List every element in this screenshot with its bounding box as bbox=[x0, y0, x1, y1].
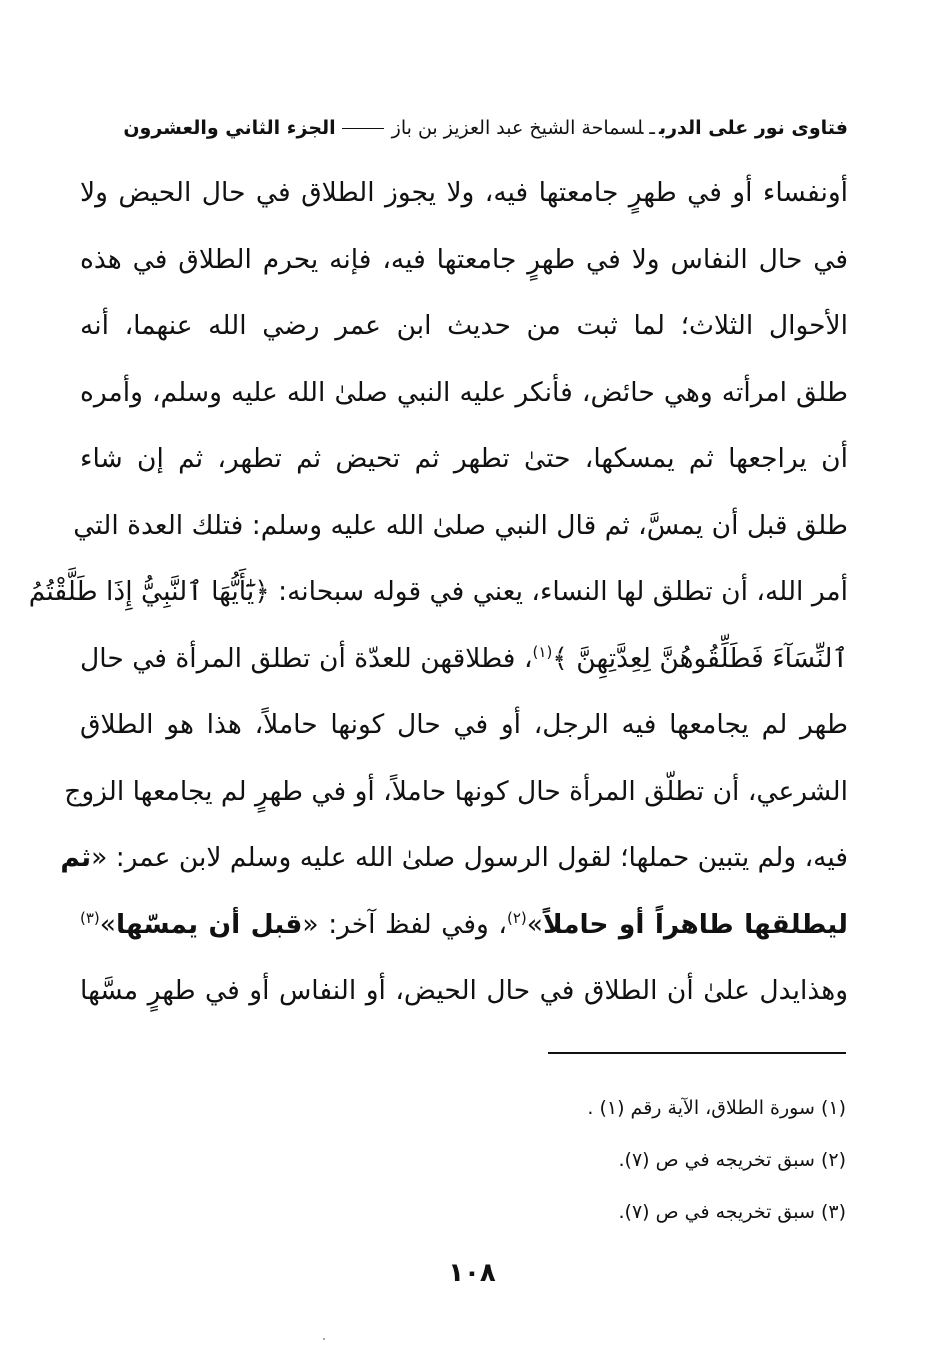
hadith-quote: قبل أن يمسّها bbox=[116, 908, 303, 940]
text-run: أمر الله، أن تطلق لها النساء، يعني في قوله سبحانه: ﴿يَٰٓأَيُّهَا ٱلنَّبِيُّ إِذَا طَلَّقْتُمُ bbox=[28, 576, 848, 607]
header-author: لسماحة الشيخ عبد العزيز بن باز bbox=[391, 117, 644, 139]
hadith-quote: ثم bbox=[60, 842, 92, 873]
footnote-divider bbox=[548, 1052, 846, 1054]
text-line bbox=[80, 293, 848, 360]
text-line bbox=[80, 892, 848, 959]
text-run: طلق قبل أن يمسَّ، ثم قال النبي صلىٰ الله عليه وسلم: فتلك العدة التي bbox=[73, 509, 848, 541]
text-line bbox=[73, 493, 848, 560]
header-separator: ـ bbox=[649, 117, 655, 139]
text-line bbox=[60, 825, 848, 892]
text-line bbox=[80, 227, 848, 294]
text-run: ، وفي لفظ آخر: « bbox=[302, 908, 507, 940]
scan-speck bbox=[323, 1338, 325, 1340]
text-line bbox=[80, 426, 848, 493]
running-header bbox=[80, 112, 848, 144]
footnote-reference: (٣) bbox=[80, 908, 100, 927]
header-rule bbox=[342, 128, 384, 129]
text-run: ٱلنِّسَآءَ فَطَلِّقُوهُنَّ لِعِدَّتِهِنَّ ﴾ bbox=[552, 642, 848, 674]
text-run: طهر لم يجامعها فيه الرجل، أو في حال كونها حاملاً، هذا هو الطلاق bbox=[80, 709, 848, 740]
text-run: ، فطلاقهن للعدّة أن تطلق المرأة في حال bbox=[80, 642, 533, 674]
footnote: (٢) سبق تخريجه في ص (٧). bbox=[618, 1149, 846, 1171]
text-run: في حال النفاس ولا في طهرٍ جامعتها فيه، فإنه يحرم الطلاق في هذه bbox=[80, 243, 848, 275]
text-line bbox=[28, 559, 848, 626]
header-book-title: فتاوى نور على الدرب bbox=[658, 117, 848, 139]
text-run: فيه، ولم يتبين حملها؛ لقول الرسول صلىٰ الله عليه وسلم لابن عمر: « bbox=[91, 842, 848, 873]
text-line bbox=[80, 626, 848, 693]
page-number: ١٠٨ bbox=[448, 1258, 496, 1288]
text-run: طلق امرأته وهي حائض، فأنكر عليه النبي صلىٰ الله عليه وسلم، وأمره bbox=[80, 376, 848, 408]
text-line bbox=[64, 759, 848, 826]
text-run: الشرعي، أن تطلّق المرأة حال كونها حاملاً، أو في طهرٍ لم يجامعها الزوج bbox=[64, 775, 848, 807]
text-run: » bbox=[526, 908, 543, 940]
header-volume: الجزء الثاني والعشرون bbox=[123, 117, 336, 139]
footnote: (١) سورة الطلاق، الآية رقم (١) . bbox=[587, 1097, 846, 1119]
text-line bbox=[80, 160, 848, 227]
text-run: الأحوال الثلاث؛ لما ثبت من حديث ابن عمر رضي الله عنهما، أنه bbox=[80, 310, 848, 341]
text-line bbox=[80, 360, 848, 427]
text-run: وهذايدل علىٰ أن الطلاق في حال الحيض، أو النفاس أو في طهرٍ مسَّها bbox=[80, 975, 848, 1006]
footnote-reference: (١) bbox=[532, 642, 553, 661]
text-run: أونفساء أو في طهرٍ جامعتها فيه، ولا يجوز الطلاق في حال الحيض ولا bbox=[80, 177, 848, 208]
text-line bbox=[80, 958, 848, 1025]
text-line bbox=[80, 692, 848, 759]
text-run: أن يراجعها ثم يمسكها، حتىٰ تطهر ثم تحيض ثم تطهر، ثم إن شاء bbox=[80, 443, 848, 474]
hadith-quote: ليطلقها طاهراً أو حاملاً bbox=[542, 908, 848, 940]
footnotes bbox=[480, 1084, 846, 1240]
body-text bbox=[28, 160, 848, 1025]
text-run: » bbox=[99, 908, 116, 940]
footnote: (٣) سبق تخريجه في ص (٧). bbox=[618, 1201, 846, 1223]
footnote-reference: (٢) bbox=[506, 908, 527, 927]
